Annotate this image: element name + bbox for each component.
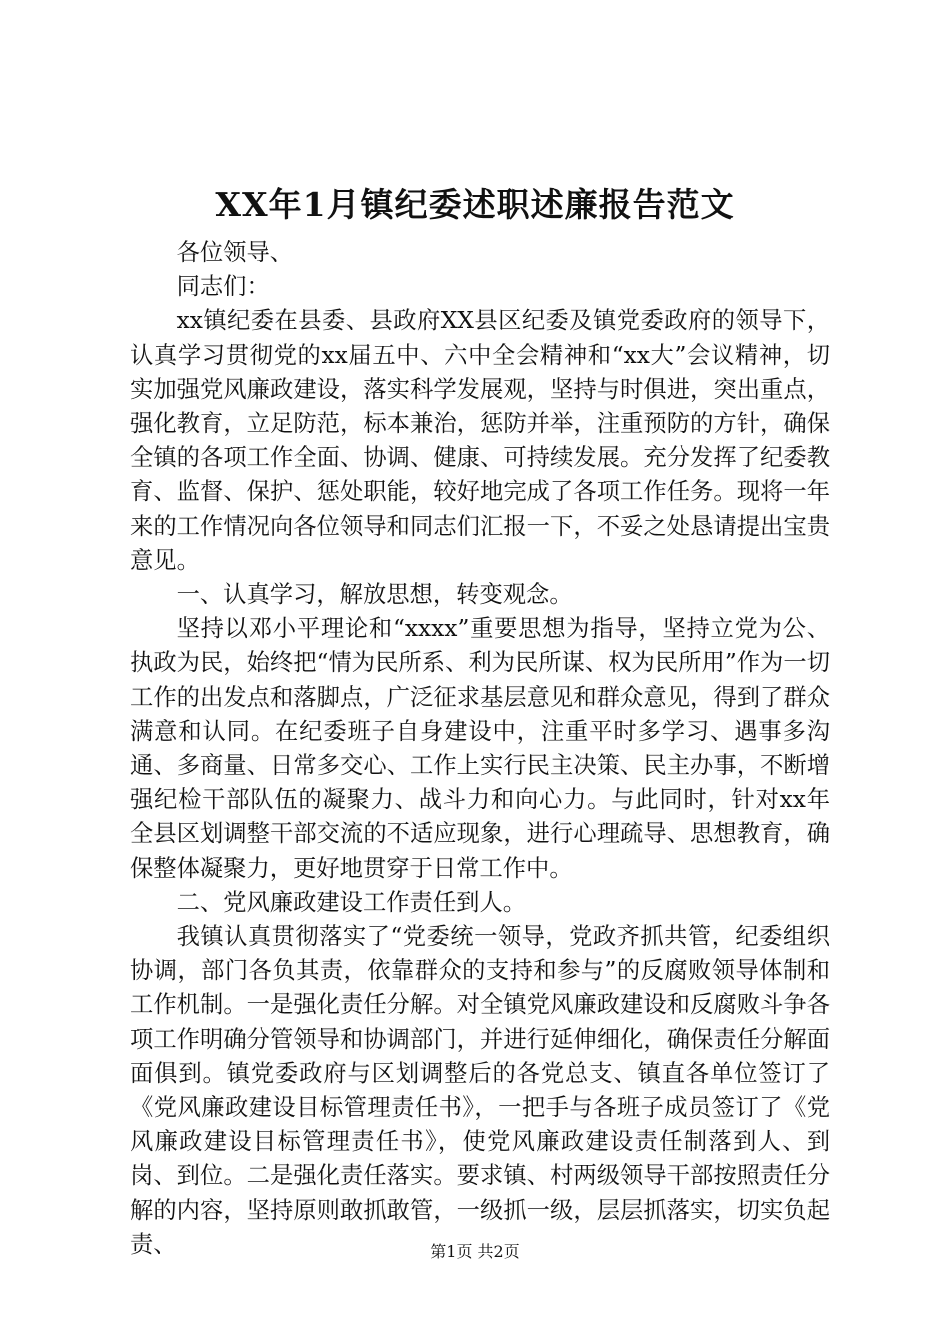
salutation-line-2: 同志们： bbox=[176, 273, 270, 301]
section-heading-2: 二、党风廉政建设工作责任到人。 bbox=[176, 888, 527, 916]
salutation-line-1: 各位领导、 bbox=[176, 239, 294, 266]
document-title: XX年1月镇纪委述职述廉报告范文 bbox=[215, 185, 735, 224]
intro-paragraph: xx镇纪委在县委、县政府XX县区纪委及镇党委政府的领导下，认真学习贯彻党的xx届五中、六中全会精神和“xx大”会议精神，切实加强党风廉政建设，落实科学发展观，坚持与时俱进，突出重点，强化教育，立足防范，标本兼治，惩防并举，注重预防的方针，确保全镇的各项工作全面、协调、健康、可持续发展。充分发挥了纪委教育、监督、保护、惩处职能，较好地完成了各项工作任务。现将一年来的工作情况向各位领导和同志们汇报一下，不妥之处恳请提出宝贵意见。 bbox=[130, 307, 830, 574]
section-1-paragraph: 坚持以邓小平理论和“xxxx”重要思想为指导，坚持立党为公、执政为民，始终把“情为民所系、利为民所谋、权为民所用”作为一切工作的出发点和落脚点，广泛征求基层意见和群众意见，得到了群众满意和认同。在纪委班子自身建设中，注重平时多学习、遇事多沟通、多商量、日常多交心、工作上实行民主决策、民主办事，不断增强纪检干部队伍的凝聚力、战斗力和向心力。与此同时，针对xx年全县区划调整干部交流的不适应现象，进行心理疏导、思想教育，确保整体凝聚力，更好地贯穿于日常工作中。 bbox=[130, 615, 830, 882]
document-body bbox=[130, 236, 830, 1262]
page-number-footer: 第1页 共2页 bbox=[430, 1242, 520, 1261]
section-2-paragraph: 我镇认真贯彻落实了“党委统一领导，党政齐抓共管，纪委组织协调，部门各负其责，依靠群众的支持和参与”的反腐败领导体制和工作机制。一是强化责任分解。对全镇党风廉政建设和反腐败斗争各项工作明确分管领导和协调部门，并进行延伸细化，确保责任分解面面俱到。镇党委政府与区划调整后的各党总支、镇直各单位签订了《党风廉政建设目标管理责任书》，一把手与各班子成员签订了《党风廉政建设目标管理责任书》，使党风廉政建设责任制落到人、到岗、到位。二是强化责任落实。要求镇、村两级领导干部按照责任分解的内容，坚持原则敢抓敢管，一级抓一级，层层抓落实，切实负起责、 bbox=[130, 923, 830, 1258]
section-heading-1: 一、认真学习，解放思想，转变观念。 bbox=[176, 581, 573, 609]
